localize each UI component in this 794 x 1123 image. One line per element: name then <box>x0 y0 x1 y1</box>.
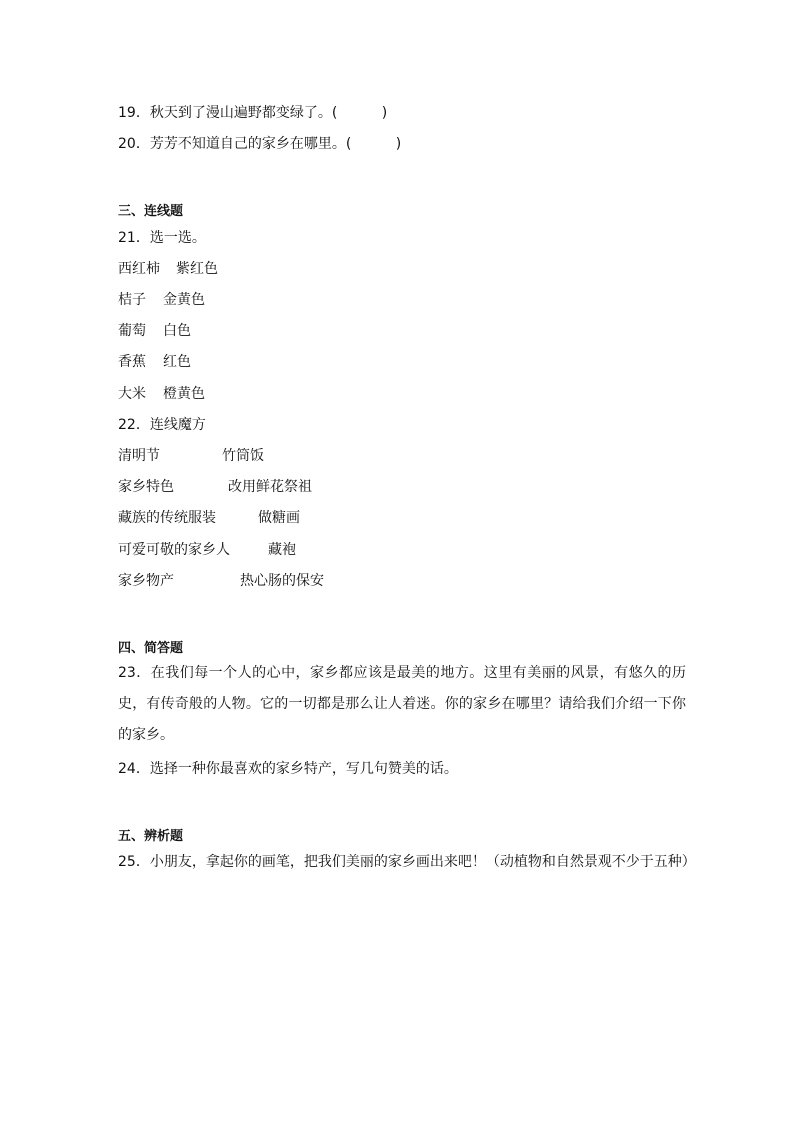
question-24: 24．选择一种你最喜欢的家乡特产，写几句赞美的话。 <box>118 761 458 777</box>
section-title-analysis: 五、辨析题 <box>118 829 184 844</box>
match-right: 紫红色 <box>176 261 218 277</box>
match-left: 桔子 <box>118 292 146 308</box>
match-right: 改用鲜花祭祖 <box>228 479 312 495</box>
match-left: 大米 <box>118 386 146 402</box>
match-left: 葡萄 <box>118 323 146 339</box>
question-25: 25．小朋友，拿起你的画笔，把我们美丽的家乡画出来吧！（动植物和自然景观不少于五种） <box>118 854 696 870</box>
section-title-matching: 三、连线题 <box>118 204 184 219</box>
match-left: 可爱可敬的家乡人 <box>118 542 230 558</box>
section-title-short-answer: 四、简答题 <box>118 641 184 656</box>
question-23: 23．在我们每一个人的心中，家乡都应该是最美的地方。这里有美丽的风景，有悠久的历史，有传奇般的人物。它的一切都是那么让人着迷。你的家乡在哪里？请给我们介绍一下你的家乡。 <box>118 665 686 743</box>
question-21-prompt: 21．选一选。 <box>118 230 206 246</box>
match-row <box>118 572 324 626</box>
match-right: 藏袍 <box>268 542 296 558</box>
match-left: 西红柿 <box>118 261 160 277</box>
match-right: 热心肠的保安 <box>240 573 324 589</box>
match-right: 金黄色 <box>163 292 205 308</box>
match-left: 清明节 <box>118 448 160 464</box>
match-left: 家乡特色 <box>118 479 174 495</box>
match-right: 做糖画 <box>258 510 300 526</box>
match-right: 白色 <box>163 323 191 339</box>
question-20: 20．芳芳不知道自己的家乡在哪里。( ) <box>118 136 402 152</box>
match-right: 竹筒饭 <box>222 448 264 464</box>
match-left: 藏族的传统服装 <box>118 510 216 526</box>
question-19: 19．秋天到了漫山遍野都变绿了。( ) <box>118 105 388 121</box>
match-left: 香蕉 <box>118 354 146 370</box>
question-22-prompt: 22．连线魔方 <box>118 417 206 433</box>
match-right: 红色 <box>163 354 191 370</box>
match-left: 家乡物产 <box>118 573 174 589</box>
match-right: 橙黄色 <box>163 386 205 402</box>
